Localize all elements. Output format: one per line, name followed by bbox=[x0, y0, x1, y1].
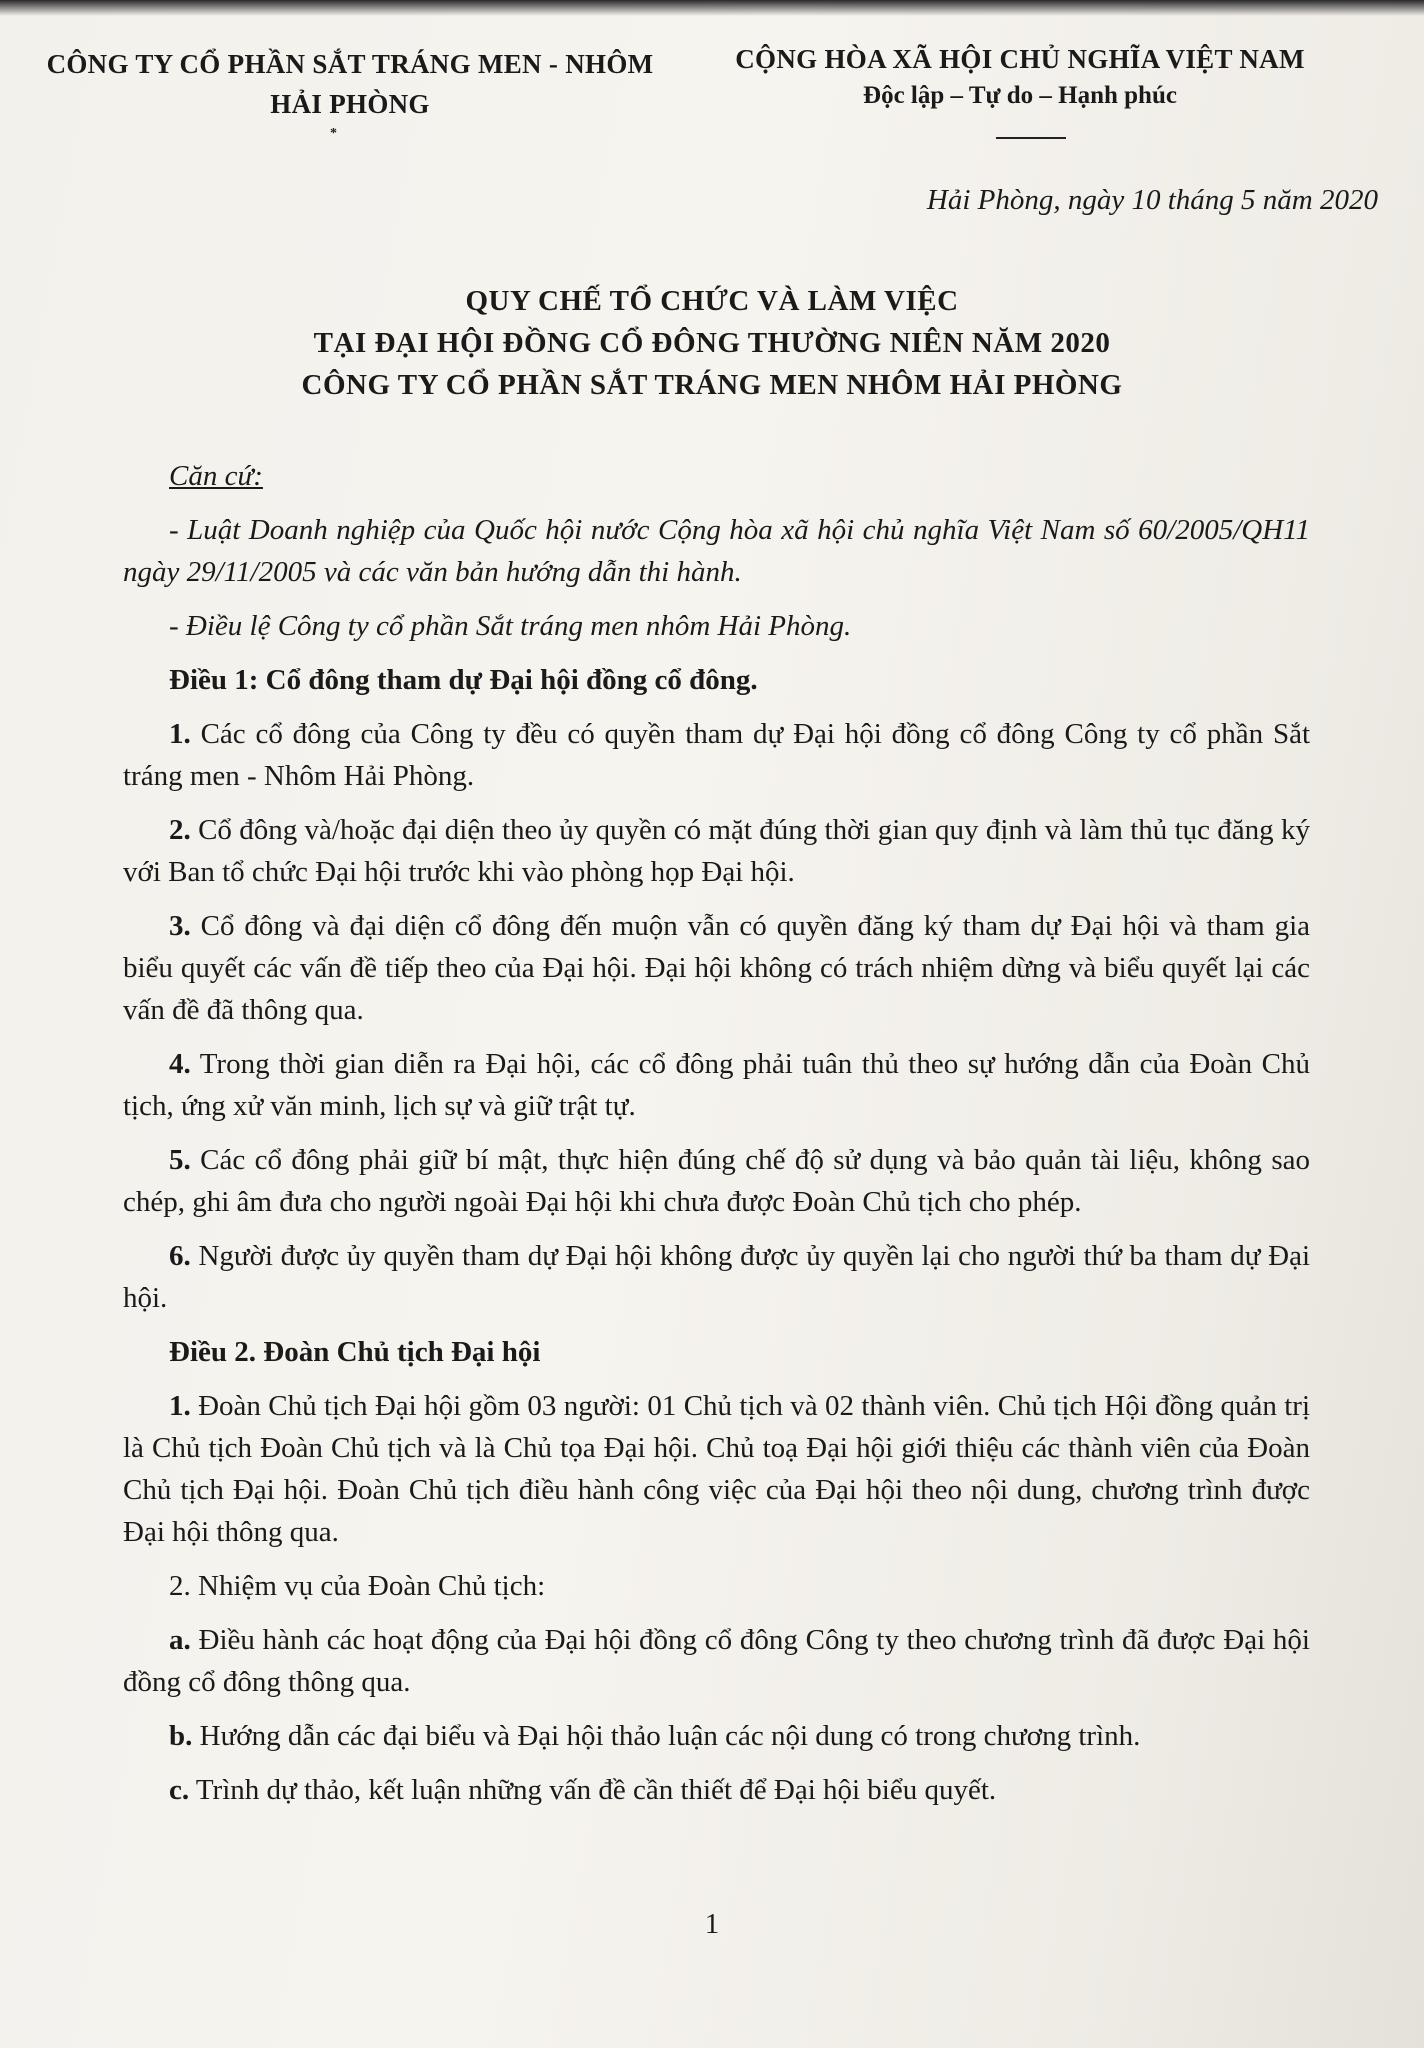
nation-header bbox=[720, 40, 1320, 114]
page-number: 1 bbox=[704, 1908, 720, 1940]
article-2-subitem: b. Hướng dẫn các đại biểu và Đại hội thảo luận các nội dung có trong chương trình. bbox=[169, 1720, 1141, 1752]
article-2-item-2: 2. Nhiệm vụ của Đoàn Chủ tịch: bbox=[169, 1570, 546, 1602]
title-line2: TẠI ĐẠI HỘI ĐỒNG CỔ ĐÔNG THƯỜNG NIÊN NĂM 2020 bbox=[313, 327, 1111, 359]
national-motto: Độc lập – Tự do – Hạnh phúc bbox=[863, 82, 1177, 109]
document-title bbox=[140, 280, 1284, 406]
article-1-item: 4. Trong thời gian diễn ra Đại hội, các cổ đông phải tuân thủ theo sự hướng dẫn của Đoàn Chủ tịch, ứng xử văn minh, lịch sự và giữ trật tự. bbox=[123, 1048, 1310, 1122]
article-2-subitem: c. Trình dự thảo, kết luận những vấn đề cần thiết để Đại hội biểu quyết. bbox=[169, 1774, 997, 1806]
date-line: Hải Phòng, ngày 10 tháng 5 năm 2020 bbox=[926, 184, 1378, 216]
basis-item-1: - Luật Doanh nghiệp của Quốc hội nước Cộng hòa xã hội chủ nghĩa Việt Nam số 60/2005/QH11 ngày 29/11/2005 và các văn bản hướng dẫn thi hành. bbox=[123, 514, 1310, 588]
motto-underline bbox=[996, 137, 1066, 139]
article-2-heading: Điều 2. Đoàn Chủ tịch Đại hội bbox=[169, 1336, 541, 1368]
document-body bbox=[123, 455, 1310, 1823]
company-name-line2: HẢI PHÒNG bbox=[270, 89, 430, 119]
scan-shadow bbox=[0, 0, 1424, 16]
basis-item-2: - Điều lệ Công ty cổ phần Sắt tráng men nhôm Hải Phòng. bbox=[169, 610, 852, 642]
article-1-item: 6. Người được ủy quyền tham dự Đại hội không được ủy quyền lại cho người thứ ba tham dự Đại hội. bbox=[123, 1240, 1310, 1314]
article-2-subitem: a. Điều hành các hoạt động của Đại hội đồng cổ đông Công ty theo chương trình đã được Đại hội đồng cổ đông thông qua. bbox=[123, 1624, 1310, 1698]
article-1-heading: Điều 1: Cổ đông tham dự Đại hội đồng cổ đông. bbox=[169, 664, 758, 696]
article-1-item: 1. Các cổ đông của Công ty đều có quyền tham dự Đại hội đồng cổ đông Công ty cổ phần Sắt tráng men - Nhôm Hải Phòng. bbox=[123, 718, 1310, 792]
article-2-item-1: 1. Đoàn Chủ tịch Đại hội gồm 03 người: 01 Chủ tịch và 02 thành viên. Chủ tịch Hội đồng quản trị là Chủ tịch Đoàn Chủ tịch và là Chủ tọa Đại hội. Chủ toạ Đại hội giới thiệu các thành viên của Đoàn Chủ tịch Đại hội. Đoàn Chủ tịch điều hành công việc của Đại hội theo nội dung, chương trình được Đại hội thông qua. bbox=[123, 1390, 1310, 1548]
basis-heading: Căn cứ: bbox=[169, 460, 263, 492]
article-1-item: 2. Cổ đông và/hoặc đại diện theo ủy quyền có mặt đúng thời gian quy định và làm thủ tục đăng ký với Ban tổ chức Đại hội trước khi vào phòng họp Đại hội. bbox=[123, 814, 1310, 888]
title-line3: CÔNG TY CỔ PHẦN SẮT TRÁNG MEN NHÔM HẢI PHÒNG bbox=[301, 369, 1123, 401]
company-name-line1: CÔNG TY CỔ PHẦN SẮT TRÁNG MEN - NHÔM bbox=[46, 49, 654, 79]
article-1-item: 5. Các cổ đông phải giữ bí mật, thực hiện đúng chế độ sử dụng và bảo quản tài liệu, không sao chép, ghi âm đưa cho người ngoài Đại hội khi chưa được Đoàn Chủ tịch cho phép. bbox=[123, 1144, 1310, 1218]
article-1-item: 3. Cổ đông và đại diện cổ đông đến muộn vẫn có quyền đăng ký tham dự Đại hội và tham gia biểu quyết các vấn đề tiếp theo của Đại hội. Đại hội không có trách nhiệm dừng và biểu quyết lại các vấn đề đã thông qua. bbox=[123, 910, 1310, 1026]
star-mark: * bbox=[330, 126, 337, 141]
nation-name: CỘNG HÒA XÃ HỘI CHỦ NGHĨA VIỆT NAM bbox=[735, 44, 1305, 74]
company-header bbox=[40, 44, 660, 124]
title-line1: QUY CHẾ TỔ CHỨC VÀ LÀM VIỆC bbox=[465, 285, 959, 317]
